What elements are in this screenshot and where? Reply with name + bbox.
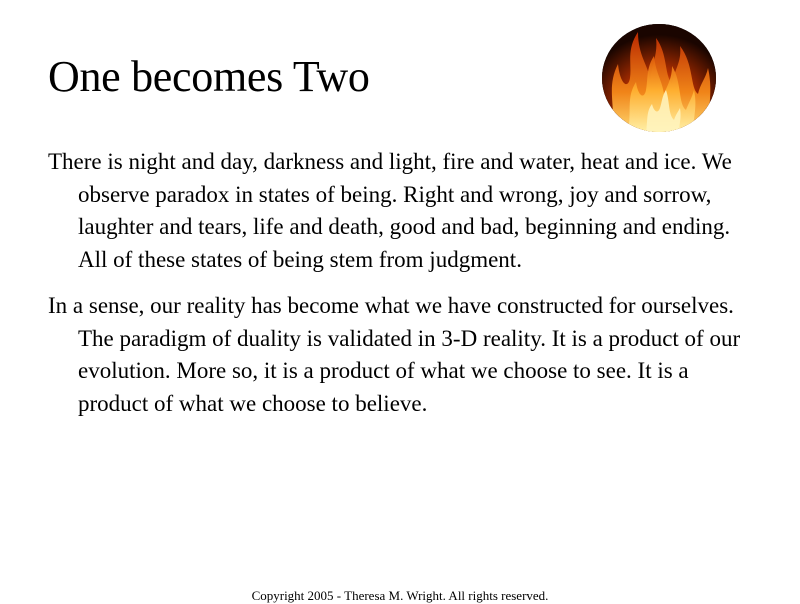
flame-icon [602,24,716,132]
paragraph-duality: There is night and day, darkness and light, fire and water, heat and ice. We observe paradox in states of being. Right and wrong, joy and sorrow, laughter and tears, life and death, good and bad, beginning and ending. All of these states of being stem from judgment. [48,149,732,272]
paragraph-reality: In a sense, our reality has become what we have constructed for ourselves. The paradigm of duality is validated in 3-D reality. It is a product of our evolution. More so, it is a product of what we choose to see. It is a product of what we choose to believe. [48,293,741,416]
slide-title: One becomes Two [48,52,370,101]
fire-image [602,24,716,132]
copyright-footer: Copyright 2005 - Theresa M. Wright. All rights reserved. [251,588,549,603]
slide-body [48,146,760,434]
